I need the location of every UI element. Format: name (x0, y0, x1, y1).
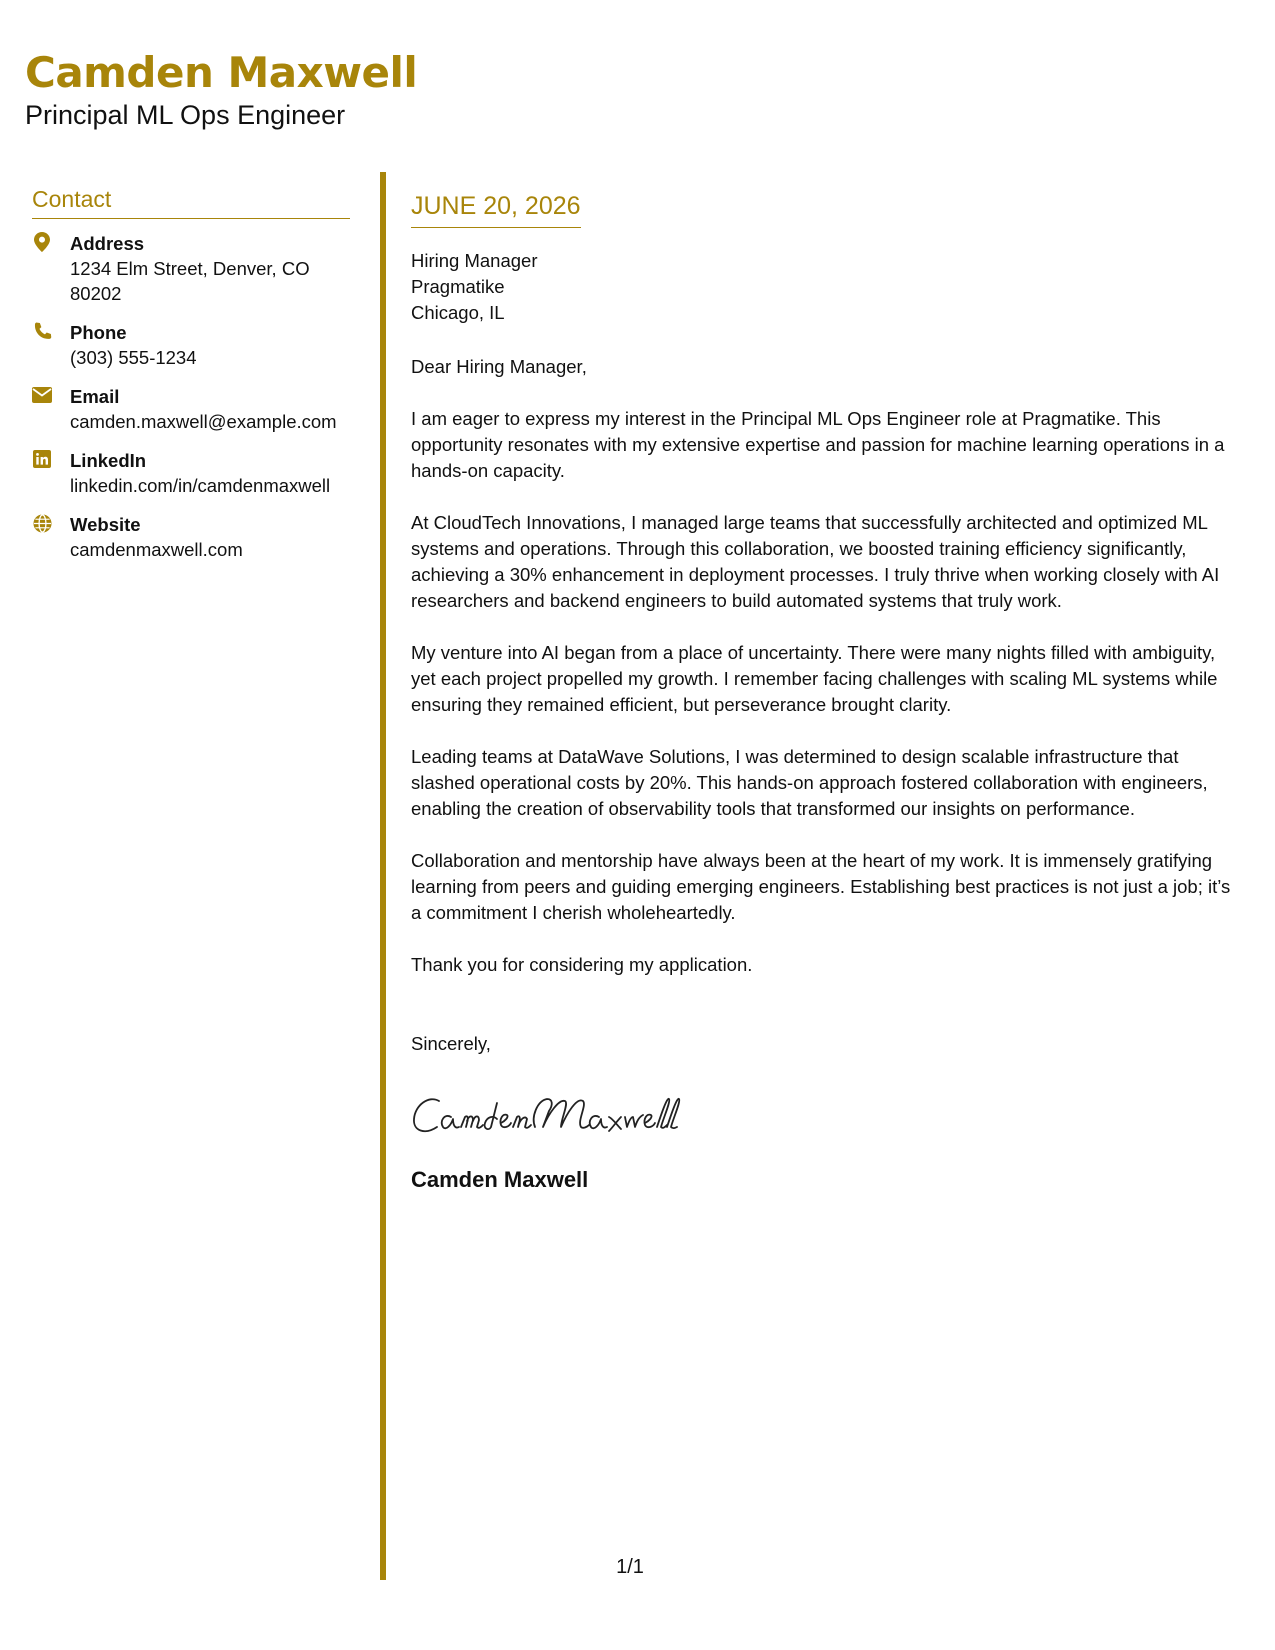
contact-heading: Contact (32, 186, 350, 219)
contact-label: Phone (70, 322, 127, 343)
signer-name: Camden Maxwell (411, 1167, 589, 1192)
paragraph: Thank you for considering my application. (411, 954, 753, 975)
paragraph: Collaboration and mentorship have always been at the heart of my work. It is immensely gratifying learning from peers and guiding emerging engineers. Establishing best practices is not just a job; it’s a commitment I cherish wholeheartedly. (411, 850, 1231, 923)
candidate-name: Camden Maxwell (25, 48, 418, 97)
paragraph: At CloudTech Innovations, I managed large teams that successfully architected and optimized ML systems and operations. Through this collaboration, we boosted training efficiency significantly, achieving a 30% enhancement in deployment processes. I truly thrive when working closely with AI researchers and backend engineers to build automated systems that truly work. (411, 512, 1220, 611)
paragraph: My venture into AI began from a place of uncertainty. There were many nights filled with ambiguity, yet each project propelled my growth. I remember facing challenges with scaling ML systems while ensuring they remained efficient, but perseverance brought clarity. (411, 642, 1218, 715)
paragraph: I am eager to express my interest in the Principal ML Ops Engineer role at Pragmatike. This opportunity resonates with my extensive expertise and passion for machine learning operations in a hands-on capacity. (411, 408, 1225, 481)
map-pin-icon (32, 232, 52, 252)
phone-icon (32, 321, 52, 341)
contact-value: camdenmaxwell.com (70, 539, 243, 560)
contact-label: LinkedIn (70, 450, 147, 471)
envelope-icon (32, 385, 52, 405)
vertical-divider (380, 172, 386, 1580)
contact-value: linkedin.com/in/camdenmaxwell (70, 475, 331, 496)
linkedin-icon (32, 449, 52, 469)
contact-label: Email (70, 386, 120, 407)
contact-sidebar (32, 186, 350, 576)
candidate-role: Principal ML Ops Engineer (25, 100, 346, 130)
letter-body (411, 190, 1241, 1193)
recipient-block (411, 248, 1241, 326)
recipient-line: Pragmatike (411, 276, 505, 297)
salutation: Dear Hiring Manager, (411, 356, 587, 377)
contact-value: camden.maxwell@example.com (70, 411, 337, 432)
recipient-line: Chicago, IL (411, 302, 505, 323)
globe-icon (32, 513, 52, 533)
closing: Sincerely, (411, 1033, 491, 1054)
contact-label: Website (70, 514, 141, 535)
letter-date: JUNE 20, 2026 (411, 190, 581, 228)
contact-linkedin (32, 448, 350, 498)
handwritten-signature (411, 1087, 1241, 1145)
contact-website (32, 512, 350, 562)
contact-phone (32, 320, 350, 370)
header (25, 48, 417, 132)
contact-email (32, 384, 350, 434)
contact-value: (303) 555-1234 (70, 347, 197, 368)
contact-value: 1234 Elm Street, Denver, CO 80202 (70, 258, 310, 304)
paragraph: Leading teams at DataWave Solutions, I was determined to design scalable infrastructure that slashed operational costs by 20%. This hands-on approach fostered collaboration with engineers, enabling the creation of observability tools that transformed our insights on performance. (411, 746, 1208, 819)
contact-address (32, 231, 350, 306)
page-number: 1/1 (616, 1556, 644, 1578)
contact-label: Address (70, 233, 145, 254)
recipient-line: Hiring Manager (411, 250, 538, 271)
